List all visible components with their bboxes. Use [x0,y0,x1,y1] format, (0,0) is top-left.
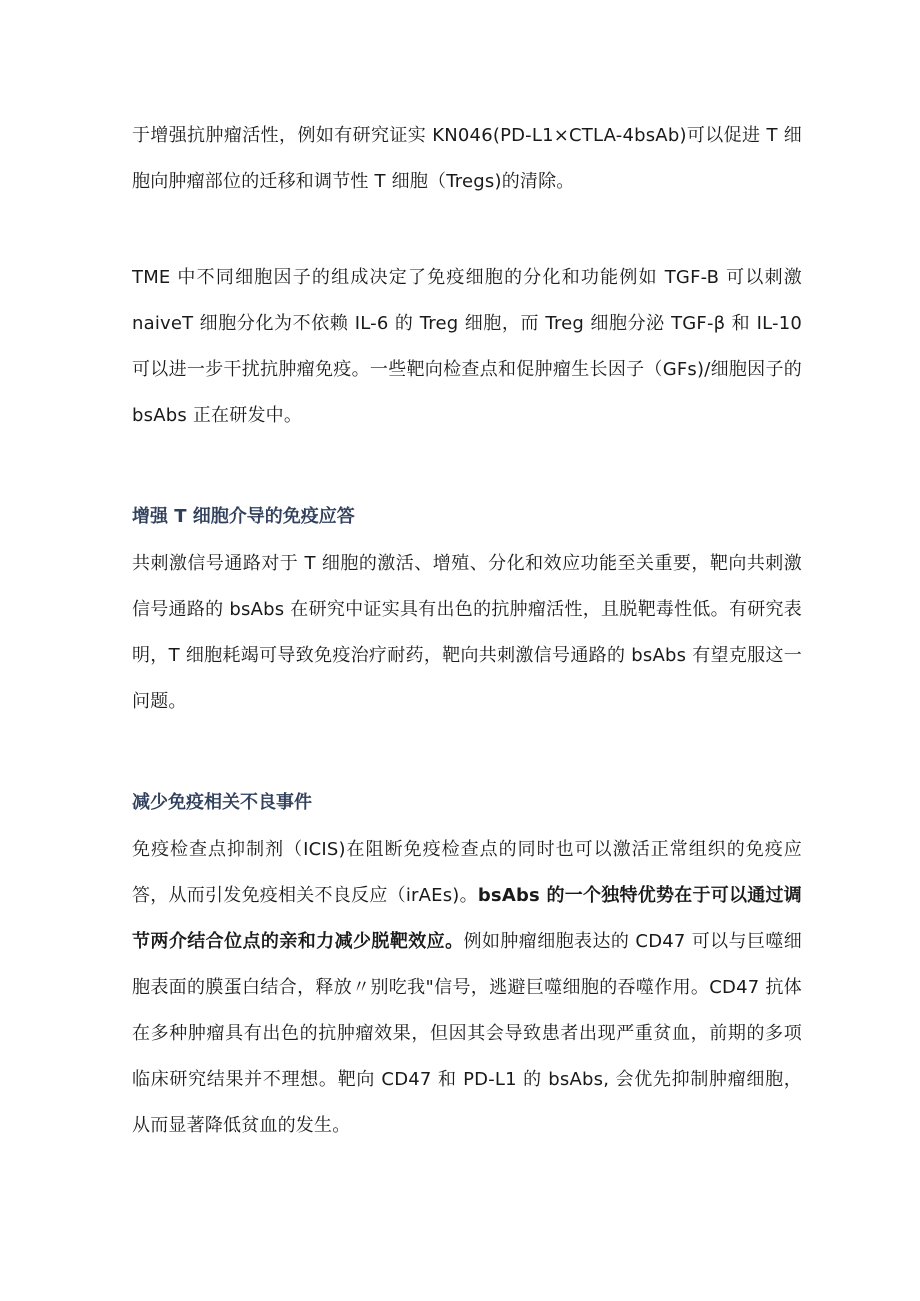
paragraph-irae-text-1: 免疫检查点抑制剂（ICIS)在阻断免疫检查点的同时也可以激活正常组织的免疫应答，从而引发免疫相关不良反应（irAEs)。 [132,839,802,906]
section-heading-t-cell: 增强 T 细胞介导的免疫应答 [132,506,355,527]
paragraph-irae [132,827,802,1149]
paragraph-costimulation: 共刺激信号通路对于 T 细胞的激活、增殖、分化和效应功能至关重要，靶向共刺激信号通路的 bsAbs 在研究中证实具有出色的抗肿瘤活性，且脱靶毒性低。有研究表明，T 细胞耗竭可导致免疫治疗耐药，靶向共刺激信号通路的 bsAbs 有望克服这一问题。 [132,553,802,712]
section-heading-irae: 减少免疫相关不良事件 [132,792,312,813]
paragraph-cytokines: TME 中不同细胞因子的组成决定了免疫细胞的分化和功能例如 TGF-B 可以刺激 naiveT 细胞分化为不依赖 IL-6 的 Treg 细胞，而 Treg 细胞分泌 TGF-β 和 IL-10 可以进一步干扰抗肿瘤免疫。一些靶向检查点和促肿瘤生长因子（GFs)/细胞因子的 bsAbs 正在研发中。 [132,267,802,426]
paragraph-intro: 于增强抗肿瘤活性，例如有研究证实 KN046(PD-L1×CTLA-4bsAb)可以促进 T 细胞向肿瘤部位的迁移和调节性 T 细胞（Tregs)的清除。 [132,125,802,192]
paragraph-irae-text-2: 例如肿瘤细胞表达的 CD47 可以与巨噬细胞表面的膜蛋白结合，释放〃别吃我"信号，逃避巨噬细胞的吞噬作用。CD47 抗体在多种肿瘤具有出色的抗肿瘤效果，但因其会导致患者出现严重贫血，前期的多项临床研究结果并不理想。靶向 CD47 和 PD-L1 的 bsAbs, 会优先抑制肿瘤细胞，从而显著降低贫血的发生。 [132,931,802,1136]
paragraph-irae-bold: bsAbs 的一个独特优势在于可以通过调节两介结合位点的亲和力减少脱靶效应。 [132,885,802,952]
